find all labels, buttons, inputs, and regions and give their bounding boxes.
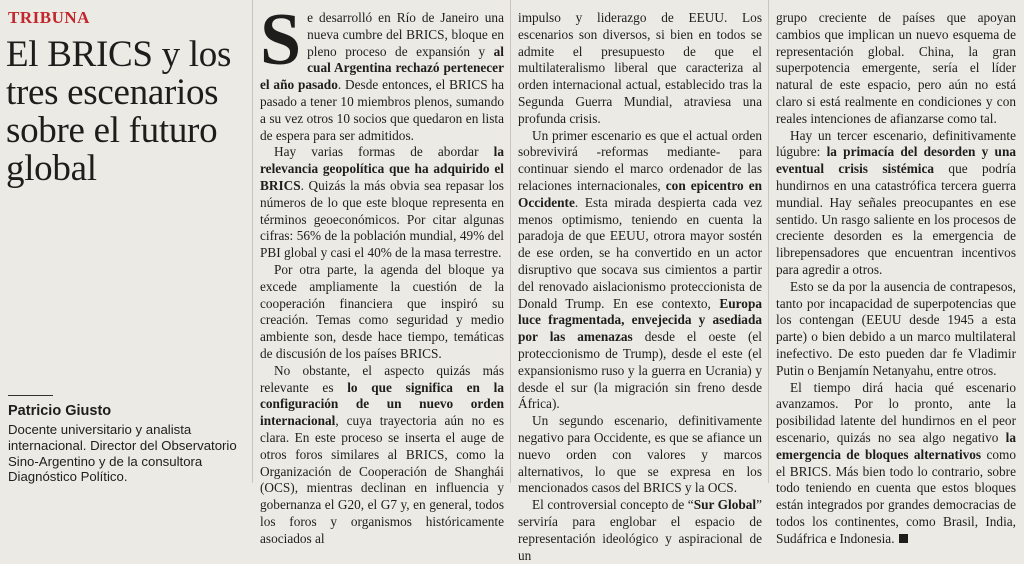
- paragraph: impulso y liderazgo de EEUU. Los escenarios son diversos, si bien en todos se admite el presupuesto de que el multilateralismo liberal que caracteriza al orden internacional actual, establecido tras la Segunda Guerra Mundial, atraviesa una profunda crisis.: [518, 10, 762, 126]
- paragraph: Por otra parte, la agenda del bloque ya excede ampliamente la cuestión de la cooperación financiera que inspiró su creación. Temas como seguridad y medio ambiente son, desde hace tiempo, temáticas de discusión de los países BRICS.: [260, 261, 504, 361]
- paragraph: Hay un tercer escenario, definitivamente lúgubre: la primacía del desorden y una eventual crisis sistémica que podría hundirnos en una catastrófica tercera guerra mundial. Hay señales preocupantes en ese sentido. Un rasgo saliente en los procesos de creciente desorden es la emergencia de librepensadores que encuentran incentivos para agredir a otros.: [776, 127, 1016, 277]
- author-name: Patricio Giusto: [8, 403, 112, 419]
- paragraph: No obstante, el aspecto quizás más relevante es lo que significa en la configuración de un nuevo orden internacional, cuya trayectoria aún no es clara. En este proceso se inserta el auge de otros foros similares al BRICS, como la Organización de Cooperación de Shanghái (OCS), mientras declinan en influencia y gobernanza el G20, el G7 y, en general, todos los foros y organismos históricamente asociados al: [260, 362, 504, 546]
- column-divider: [510, 0, 511, 483]
- column-divider: [768, 0, 769, 483]
- paragraph: Un segundo escenario, definitivamente negativo para Occidente, es que se afiance un nuevo orden con valores y marcos alternativos, lo que se expresa en los mencionados casos del BRICS y la OCS.: [518, 413, 762, 496]
- author-bio: Docente universitario y analista internacional. Director del Observatorio Sino-Argentino y de la consultora Diagnóstico Político.: [8, 422, 237, 485]
- paragraph: grupo creciente de países que apoyan cambios que implican un nuevo esquema de representación global. China, la gran superpotencia emergente, sería el líder natural de este espacio, pero aún no está claro si está realmente en condiciones y con reales intenciones de afianzarse como tal.: [776, 10, 1016, 126]
- end-of-article-icon: [899, 534, 908, 543]
- paragraph: Un primer escenario es que el actual orden sobrevivirá -reformas mediante- para continuar siendo el marco ordenador de las relaciones internacionales, con epicentro en Occidente. Esta mirada despierta cada vez menos optimismo, teniendo en cuenta la paradoja de que EEUU, otrora mayor sostén de ese orden, se ha convertido en un actor disruptivo que socava sus cimientos a partir del renovado aislacionismo proteccionista de Donald Trump. En ese contexto, Europa luce fragmentada, envejecida y asediada por las amenazas desde el oeste (el proteccionismo de Trump), desde el este (el expansionismo ruso y la guerra en Ucrania) y desde el sur (la migración sin freno desde África).: [518, 127, 762, 412]
- article-column-3: [776, 10, 1016, 548]
- paragraph: Hay varias formas de abordar la relevancia geopolítica que ha adquirido el BRICS. Quizás la más obvia sea repasar los números de lo que este bloque representa en términos geoeconómicos. Por citar algunas cifras: 56% de la población mundial, 49% del PBI global y casi el 40% de la masa terrestre.: [260, 144, 504, 261]
- paragraph: El tiempo dirá hacia qué escenario avanzamos. Por lo pronto, ante la posibilidad latente del hundirnos en el peor escenario, quizás no sea algo negativo la emergencia de bloques alternativos como el BRICS. Más bien todo lo contrario, sobre todo teniendo en cuenta que estos bloques están integrados por grandes democracias de todos los continentes, como Brasil, India, Sudáfrica e Indonesia.: [776, 379, 1016, 546]
- article-column-2: [518, 10, 762, 564]
- section-kicker: TRIBUNA: [8, 8, 90, 27]
- paragraph: Se desarrolló en Río de Janeiro una nueva cumbre del BRICS, bloque en pleno proceso de expansión y al cual Argentina rechazó pertenecer el año pasado. Desde entonces, el BRICS ha pasado a tener 10 miembros plenos, sumando a su vez otros 10 socios que quedaron en lista de espera para ser admitidos.: [260, 0, 504, 143]
- headline: El BRICS y los tres escenarios sobre el futuro global: [6, 34, 232, 189]
- article-column-1: [260, 0, 504, 548]
- column-divider: [252, 0, 253, 483]
- drop-cap: S: [260, 0, 302, 81]
- paragraph: Esto se da por la ausencia de contrapesos, tanto por incapacidad de superpotencias que los contengan (EEUU desde 1945 a esta parte) o bien debido a un marco multilateral inefectivo. De esto pueden dar fe Vladimir Putin o Benjamín Netanyahu, entre otros.: [776, 278, 1016, 378]
- author-divider: [8, 395, 53, 396]
- paragraph: El controversial concepto de “Sur Global” serviría para englobar el espacio de representación ideológico y aspiracional de un: [518, 497, 762, 563]
